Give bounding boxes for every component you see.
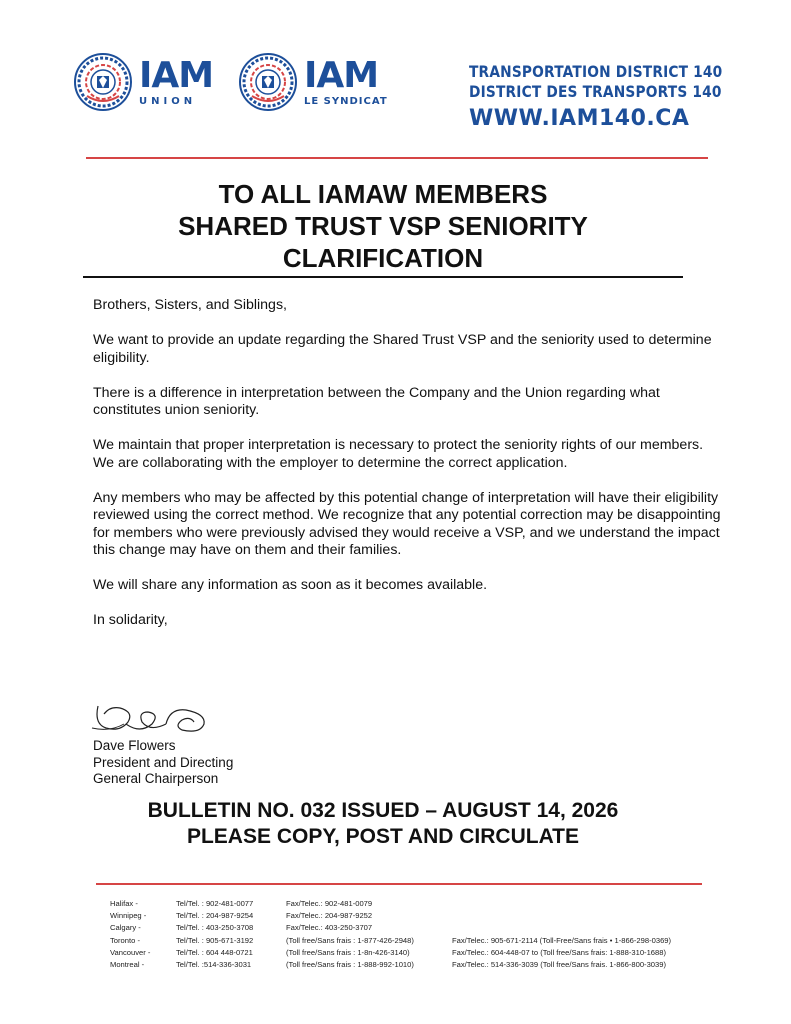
footer-fax-line: Fax/Telec.: 204-987-9252 bbox=[286, 911, 373, 921]
footer-fax-line: (Toll free/Sans frais : 1-888-992-1010) bbox=[286, 960, 414, 970]
signature bbox=[90, 694, 220, 743]
greeting: Brothers, Sisters, and Siblings, bbox=[93, 297, 287, 313]
signer-title: General Chairperson bbox=[93, 771, 219, 786]
paragraph: Any members who may be affected by this potential change of interpretation will have their eligibility reviewed using the correct method. We recognize that any potential correction may be disappointing for members who were previously advised they would receive a VSP, and we understand the impact this change may have on them and their families. bbox=[93, 489, 721, 558]
letter-body bbox=[93, 297, 723, 647]
district-fr: DISTRICT DES TRANSPORTS 140 bbox=[469, 82, 722, 101]
title-line-1: TO ALL IAMAW MEMBERS bbox=[218, 179, 548, 209]
paragraph: We want to provide an update regarding the Shared Trust VSP and the seniority used to determine eligibility. bbox=[93, 332, 712, 366]
bulletin-number: BULLETIN NO. 032 ISSUED – AUGUST 14, 2026 bbox=[147, 799, 619, 822]
footer-cities bbox=[110, 898, 150, 971]
title-line-3: CLARIFICATION bbox=[282, 243, 484, 273]
footer-city: Montreal - bbox=[110, 960, 145, 970]
footer-city: Winnipeg - bbox=[110, 911, 147, 921]
footer-tel-line: Tel/Tel. : 902-481-0077 bbox=[176, 899, 254, 908]
signer-block bbox=[93, 738, 233, 788]
footer-city: Toronto - bbox=[110, 935, 140, 945]
footer-city: Halifax - bbox=[110, 899, 138, 908]
footer-extra-line: Fax/Telec.: 514-336-3039 (Toll free/Sans frais. 1-866-800-3039) bbox=[452, 960, 667, 970]
footer-fax-line: Fax/Telec.: 403-250-3707 bbox=[286, 923, 373, 933]
header-divider bbox=[86, 157, 708, 159]
footer-extra-line: Fax/Telec.: 604-448-07 to (Toll free/Sans frais: 1-888-310-1688) bbox=[452, 947, 667, 957]
signer-name: Dave Flowers bbox=[93, 738, 176, 753]
footer-tel-line: Tel/Tel. : 905-671-3192 bbox=[176, 935, 254, 945]
footer-extra-line bbox=[452, 922, 671, 934]
paragraph: There is a difference in interpretation between the Company and the Union regarding what constitutes union seniority. bbox=[93, 384, 660, 418]
page-title bbox=[83, 178, 683, 274]
iam-syndicat-logo bbox=[238, 52, 388, 112]
footer-tel-line: Tel/Tel. :514-336-3031 bbox=[176, 960, 252, 970]
union-label: UNION bbox=[139, 95, 197, 107]
bulletin-instruction: PLEASE COPY, POST AND CIRCULATE bbox=[186, 825, 580, 848]
footer-tel-line: Tel/Tel. : 403-250-3708 bbox=[176, 923, 254, 933]
footer-tel bbox=[176, 898, 253, 971]
footer-tel-line: Tel/Tel. : 204-987-9254 bbox=[176, 911, 254, 921]
title-line-2: SHARED TRUST VSP SENIORITY bbox=[178, 211, 588, 241]
footer-extra-line bbox=[452, 898, 671, 910]
footer-fax-line: (Toll free/Sans frais : 1-8n-426-3140) bbox=[286, 947, 410, 957]
iam-wordmark: IAM bbox=[304, 54, 379, 96]
iam-union-logo bbox=[73, 52, 213, 112]
iam-seal-icon bbox=[238, 52, 298, 112]
footer-divider bbox=[96, 883, 702, 885]
syndicat-label: LE SYNDICAT bbox=[304, 95, 388, 107]
bulletin-notice bbox=[83, 798, 683, 850]
paragraph: We maintain that proper interpretation is necessary to protect the seniority rights of our members. We are collaborating with the employer to determine the correct application. bbox=[93, 437, 704, 471]
district-block bbox=[469, 62, 723, 134]
footer-extra bbox=[452, 898, 671, 971]
footer-city: Vancouver - bbox=[110, 947, 151, 957]
footer-fax bbox=[286, 898, 414, 971]
footer-fax-line: (Toll free/Sans frais : 1-877-426-2948) bbox=[286, 935, 414, 945]
footer-tel-line: Tel/Tel. : 604 448-0721 bbox=[176, 947, 253, 957]
district-en: TRANSPORTATION DISTRICT 140 bbox=[469, 62, 723, 81]
footer-extra-line: Fax/Telec.: 905-671-2114 (Toll-Free/Sans frais • 1-866-298-0369) bbox=[452, 935, 672, 945]
iam-seal-icon bbox=[73, 52, 133, 112]
footer-fax-line: Fax/Telec.: 902-481-0079 bbox=[286, 899, 373, 908]
closing: In solidarity, bbox=[93, 612, 168, 628]
footer-city: Calgary - bbox=[110, 923, 141, 933]
website-link[interactable]: WWW.IAM140.CA bbox=[469, 106, 690, 131]
iam-wordmark: IAM bbox=[139, 54, 214, 96]
footer-extra-line bbox=[452, 910, 671, 922]
signer-title: President and Directing bbox=[93, 754, 234, 770]
title-underline bbox=[83, 276, 683, 278]
paragraph: We will share any information as soon as it becomes available. bbox=[93, 577, 488, 593]
